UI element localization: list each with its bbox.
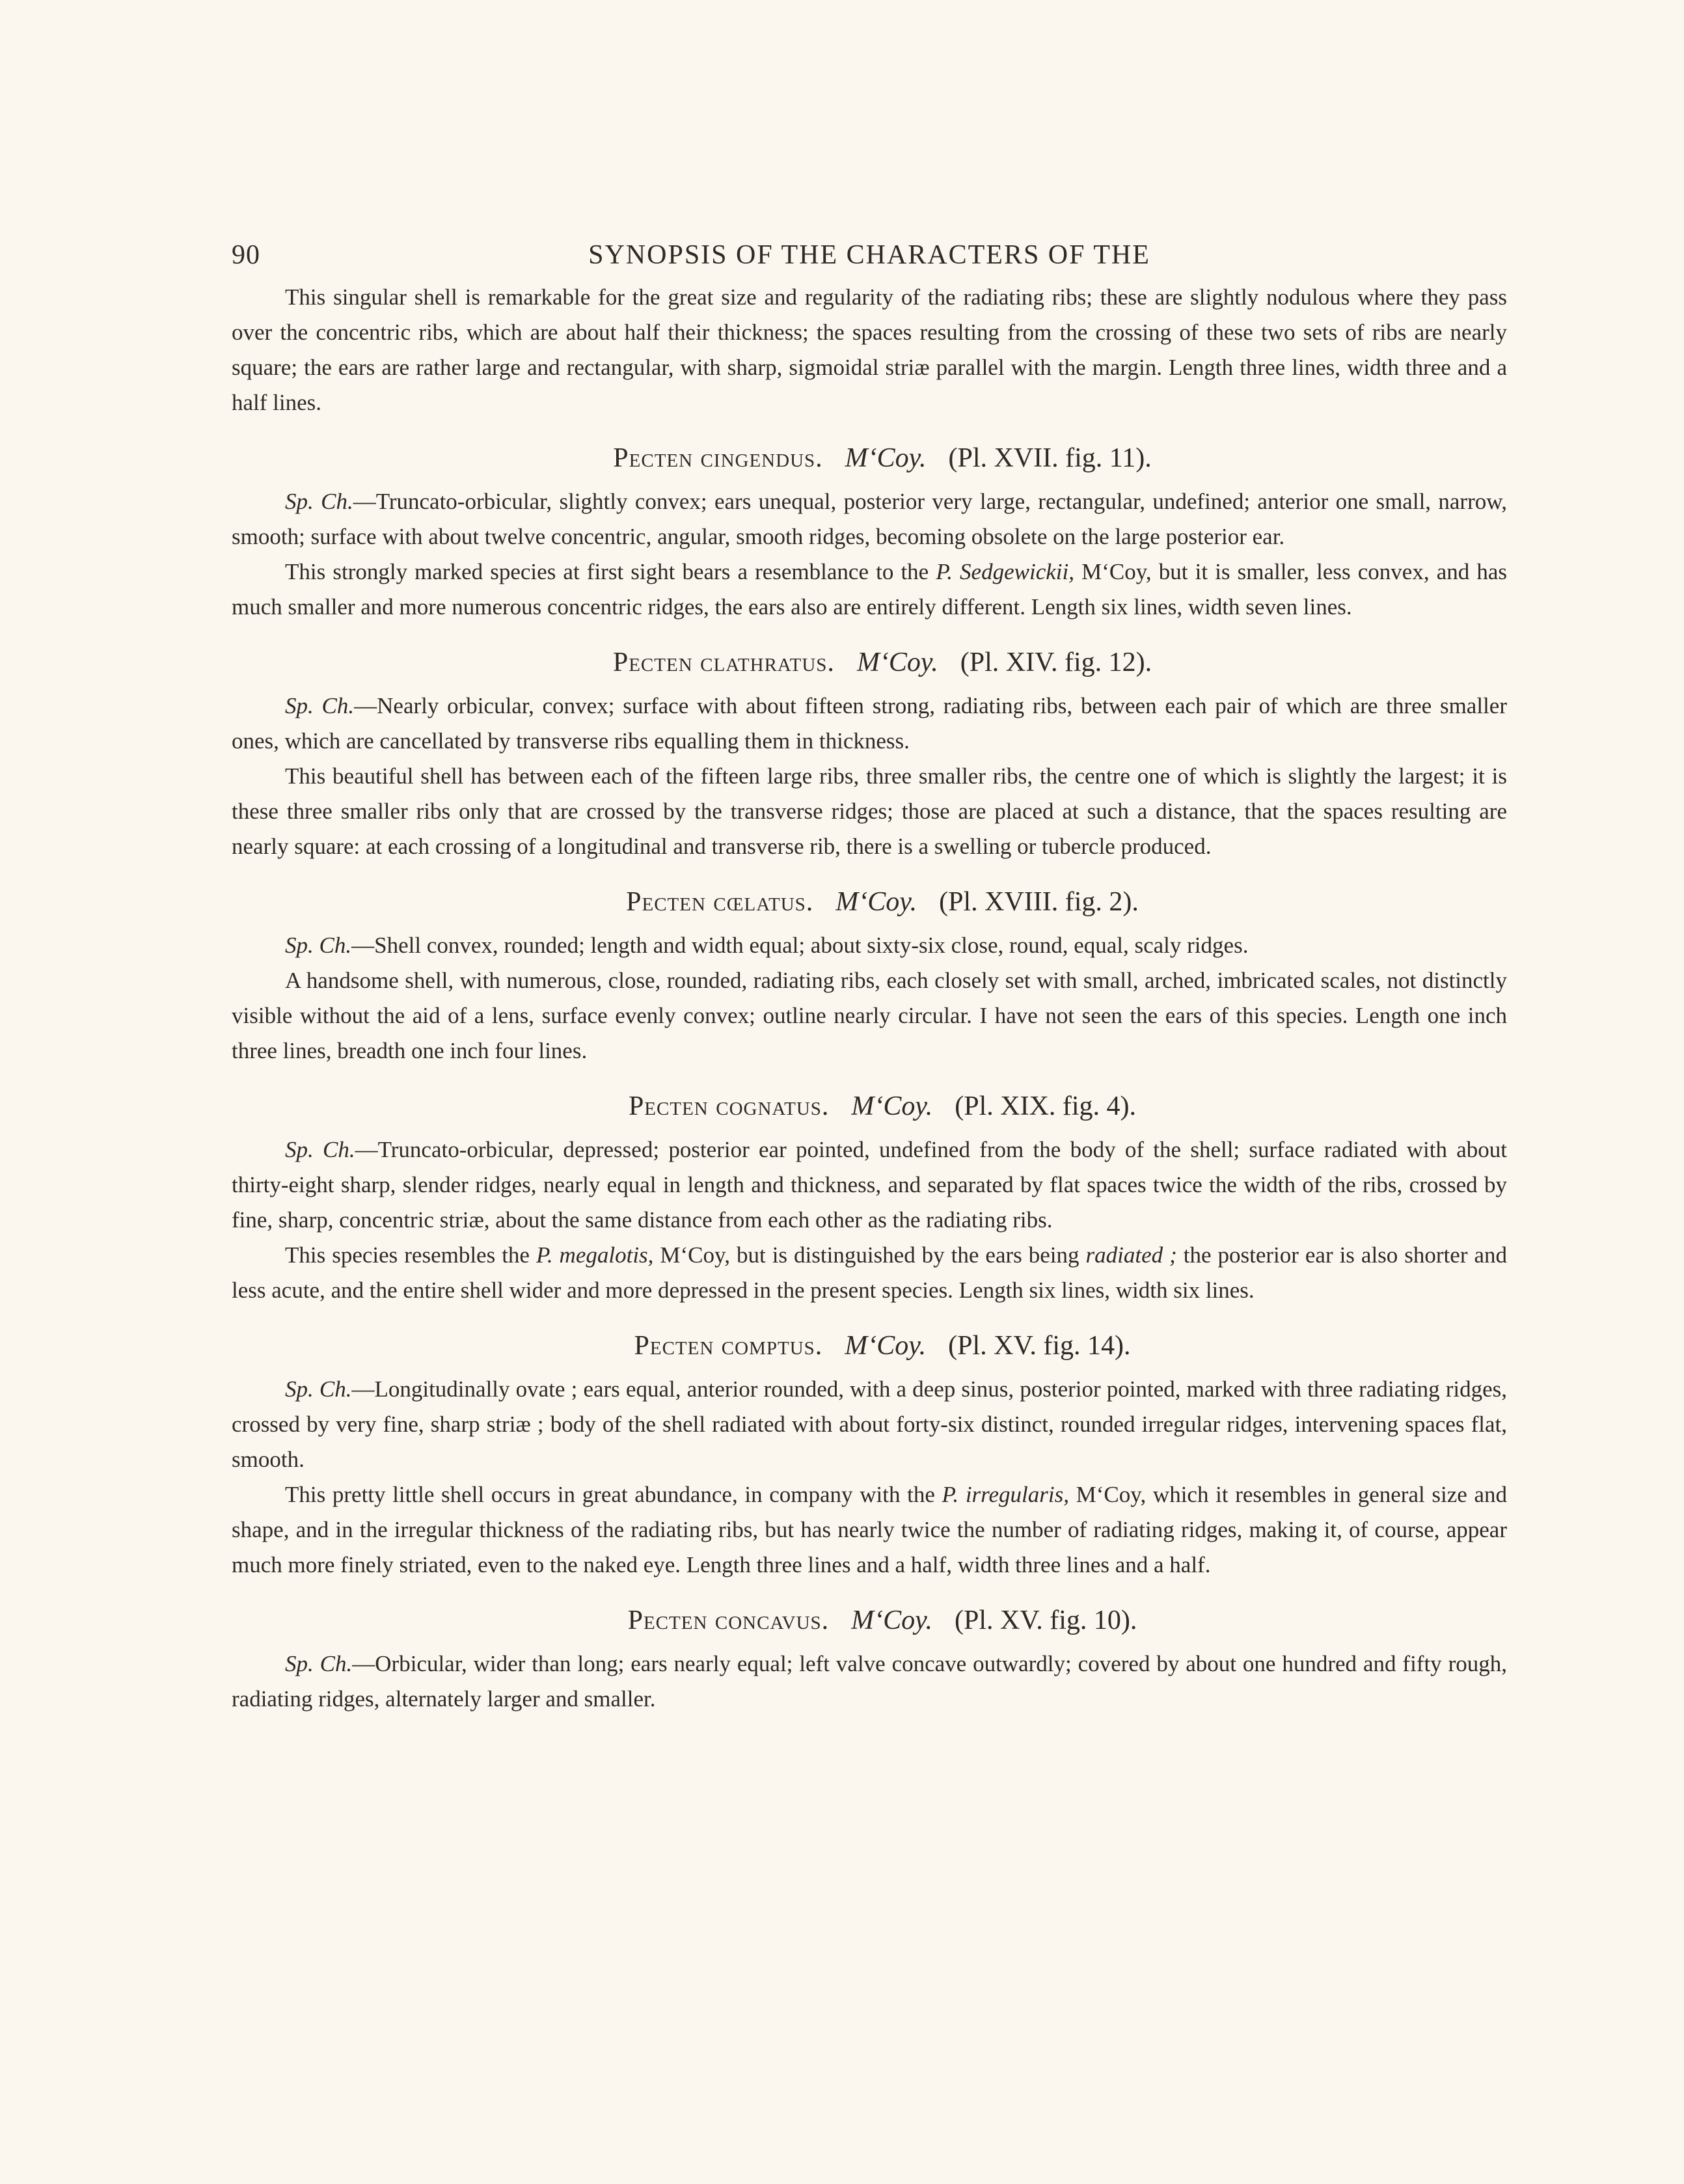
specific-characters [232, 1372, 1507, 1477]
diagnosis-text: —Orbicular, wider than long; ears nearly equal; left valve concave outwardly; covered by about one hundred and fifty rough, radiating ridges, alternately larger and smaller. [232, 1651, 1507, 1712]
species-name: Pecten cingendus. [613, 443, 823, 473]
page-number: 90 [232, 240, 260, 270]
species-reference: P. Sedgewickii, [936, 559, 1074, 584]
species-author: M‘Coy. [845, 443, 927, 473]
species-entry [232, 882, 1507, 1069]
diagnosis-label: Sp. Ch. [285, 693, 355, 718]
species-author: M‘Coy. [845, 1331, 927, 1361]
species-entry [232, 1326, 1507, 1583]
specific-characters [232, 689, 1507, 759]
specific-characters [232, 1132, 1507, 1238]
diagnosis-label: Sp. Ch. [285, 1376, 352, 1402]
species-author: M‘Coy. [851, 1091, 933, 1121]
plate-reference: (Pl. XV. fig. 10). [954, 1605, 1137, 1635]
species-author: M‘Coy. [851, 1605, 932, 1635]
species-heading [232, 439, 1507, 478]
species-entry [232, 1601, 1507, 1717]
diagnosis-label: Sp. Ch. [285, 933, 352, 958]
species-entry [232, 439, 1507, 625]
diagnosis-text: —Nearly orbicular, convex; surface with about fifteen strong, radiating ribs, between each pair of which are three smaller ones, which are cancellated by transverse ribs equalling them in thickness. [232, 693, 1507, 754]
remarks-paragraph [232, 554, 1507, 625]
remarks-text: This beautiful shell has between each of the fifteen large ribs, three smaller ribs, the centre one of which is slightly the largest; it is these three smaller ribs only that are crossed by the transverse ridges; those are placed at such a distance, that the spaces resulting are nearly square: at each crossing of a longitudinal and transverse rib, there is a swelling or tubercle produced. [232, 763, 1507, 859]
remarks-text: This strongly marked species at first sight bears a resemblance to the [285, 559, 936, 584]
specific-characters [232, 928, 1507, 963]
intro-paragraph: This singular shell is remarkable for the great size and regularity of the radiating ribs; these are slightly nodulous where they pass over the concentric ribs, which are about half their thickness; the spaces resulting from the crossing of these two sets of ribs are nearly square; the ears are rather large and rectangular, with sharp, sigmoidal striæ parallel with the margin. Length three lines, width three and a half lines. [232, 284, 1507, 415]
species-name: Pecten clathratus. [612, 648, 835, 677]
remarks-text: This pretty little shell occurs in great abundance, in company with the [285, 1482, 942, 1507]
diagnosis-text: —Truncato-orbicular, slightly convex; ears unequal, posterior very large, rectangular, undefined; anterior one small, narrow, smooth; surface with about twelve concentric, angular, smooth ridges, becoming obsolete on the large posterior ear. [232, 489, 1507, 549]
emphasis-text: radiated ; [1085, 1242, 1177, 1268]
body-text [232, 280, 1507, 1717]
running-title: SYNOPSIS OF THE CHARACTERS OF THE [588, 240, 1150, 270]
species-entry [232, 643, 1507, 864]
plate-reference: (Pl. XV. fig. 14). [948, 1331, 1131, 1361]
species-name: Pecten comptus. [634, 1331, 823, 1361]
diagnosis-label: Sp. Ch. [285, 1651, 353, 1676]
remarks-paragraph [232, 1477, 1507, 1583]
page [232, 234, 1507, 1717]
remarks-text: the posterior ear is also shorter and less acute, and the entire shell wider and more depressed in the present species. Length six lines, width six lines. [232, 1242, 1507, 1303]
species-name: Pecten cognatus. [628, 1091, 830, 1121]
plate-reference: (Pl. XVII. fig. 11). [948, 443, 1152, 473]
remarks-text: M‘Coy, but it is smaller, less convex, and has much smaller and more numerous concentric ridges, the ears also are entirely different. Length six lines, width seven lines. [232, 559, 1507, 620]
specific-characters [232, 1646, 1507, 1717]
species-heading [232, 1601, 1507, 1640]
species-heading [232, 1326, 1507, 1365]
diagnosis-label: Sp. Ch. [285, 489, 353, 514]
species-entry [232, 1087, 1507, 1308]
plate-reference: (Pl. XVIII. fig. 2). [939, 887, 1139, 917]
diagnosis-text: —Shell convex, rounded; length and width equal; about sixty-six close, round, equal, scaly ridges. [351, 933, 1249, 958]
species-author: M‘Coy. [856, 648, 938, 677]
species-heading [232, 643, 1507, 682]
remarks-paragraph [232, 759, 1507, 864]
remarks-text: M‘Coy, but is distinguished by the ears being [653, 1242, 1086, 1268]
diagnosis-text: —Longitudinally ovate ; ears equal, anterior rounded, with a deep sinus, posterior pointed, marked with three radiating ridges, crossed by very fine, sharp striæ ; body of the shell radiated with about forty-six distinct, rounded irregular ridges, intervening spaces flat, smooth. [232, 1376, 1507, 1472]
species-name: Pecten concavus. [627, 1605, 830, 1635]
diagnosis-text: —Truncato-orbicular, depressed; posterior ear pointed, undefined from the body of the shell; surface radiated with about thirty-eight sharp, slender ridges, nearly equal in length and thickness, and separated by flat spaces twice the width of the ribs, crossed by fine, sharp, concentric striæ, about the same distance from each other as the radiating ribs. [232, 1137, 1507, 1233]
species-reference: P. megalotis, [536, 1242, 654, 1268]
species-name: Pecten cœlatus. [626, 887, 814, 917]
diagnosis-label: Sp. Ch. [285, 1137, 355, 1162]
species-heading [232, 1087, 1507, 1126]
remarks-text: A handsome shell, with numerous, close, rounded, radiating ribs, each closely set with small, arched, imbricated scales, not distinctly visible without the aid of a lens, surface evenly convex; outline nearly circular. I have not seen the ears of this species. Length one inch three lines, breadth one inch four lines. [232, 968, 1507, 1063]
specific-characters [232, 484, 1507, 554]
remarks-paragraph [232, 963, 1507, 1069]
plate-reference: (Pl. XIX. fig. 4). [955, 1091, 1137, 1121]
remarks-text: This species resembles the [285, 1242, 536, 1268]
running-head [232, 234, 1507, 280]
remarks-text: M‘Coy, which it resembles in general size and shape, and in the irregular thickness of the radiating ribs, but has nearly twice the number of radiating ridges, making it, of course, appear much more finely striated, even to the naked eye. Length three lines and a half, width three lines and a half. [232, 1482, 1508, 1577]
plate-reference: (Pl. XIV. fig. 12). [960, 648, 1152, 677]
remarks-paragraph [232, 1238, 1507, 1308]
species-reference: P. irregularis, [942, 1482, 1069, 1507]
species-author: M‘Coy. [835, 887, 917, 917]
species-heading [232, 882, 1507, 921]
